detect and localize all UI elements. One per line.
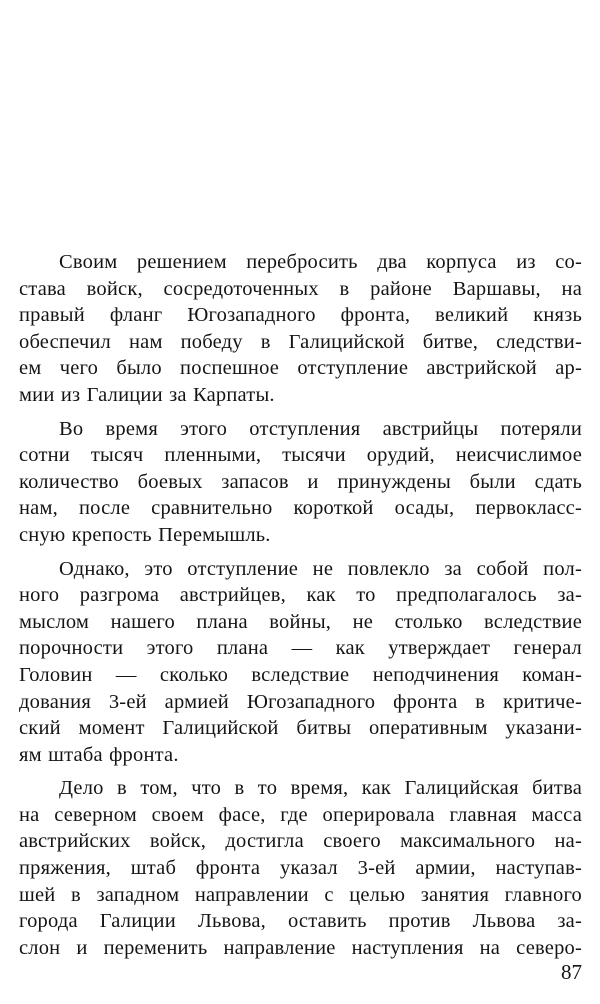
text-line: Головин — сколько вследствие неподчинения коман- bbox=[19, 663, 582, 686]
text-line: ский момент Галицийской битвы оперативным указани- bbox=[19, 717, 582, 740]
text-line: ям штаба фронта. bbox=[19, 743, 179, 766]
text-line: города Галиции Львова, оставить против Львова за- bbox=[19, 910, 582, 933]
text-line: правый фланг Югозападного фронта, великий князь bbox=[19, 304, 582, 327]
text-line: дования 3-ей армией Югозападного фронта в критиче- bbox=[19, 690, 582, 713]
text-line: Однако, это отступление не повлекло за собой пол- bbox=[59, 557, 582, 580]
text-line: шей в западном направлении с целью занятия главного bbox=[19, 883, 582, 906]
text-line: количество боевых запасов и принуждены были сдать bbox=[19, 470, 582, 493]
text-line: обеспечил нам победу в Галицийской битве, следстви- bbox=[19, 330, 582, 353]
paragraph-2 bbox=[19, 416, 582, 549]
paragraph-1 bbox=[19, 249, 582, 409]
text-line: на северном своем фасе, где оперировала главная масса bbox=[19, 803, 582, 826]
text-line: Дело в том, что в то время, как Галицийская битва bbox=[59, 777, 582, 800]
text-line: Во время этого отступления австрийцы потеряли bbox=[59, 417, 582, 440]
text-line: ного разгрома австрийцев, как то предполагалось за- bbox=[19, 584, 582, 607]
text-line: мыслом нашего плана войны, не столько вследствие bbox=[19, 610, 582, 633]
body-text bbox=[19, 249, 582, 961]
paragraph-4 bbox=[19, 775, 582, 961]
text-line: нам, после сравнительно короткой осады, первокласс- bbox=[19, 497, 582, 520]
text-line: порочности этого плана — как утверждает генерал bbox=[19, 637, 582, 660]
text-line: пряжения, штаб фронта указал 3-ей армии, наступав- bbox=[19, 857, 582, 880]
text-line: Своим решением перебросить два корпуса из со- bbox=[59, 251, 582, 273]
page-number: 87 bbox=[561, 960, 582, 984]
text-line: става войск, сосредоточенных в районе Варшавы, на bbox=[19, 277, 582, 300]
text-line: сную крепость Перемышль. bbox=[19, 523, 271, 546]
text-line: слон и переменить направление наступления на северо- bbox=[19, 936, 582, 959]
text-line: ем чего было поспешное отступление австрийской ар- bbox=[19, 357, 582, 380]
text-line: мии из Галиции за Карпаты. bbox=[19, 383, 275, 406]
text-line: австрийских войск, достигла своего максимального на- bbox=[19, 830, 582, 853]
text-line: сотни тысяч пленными, тысячи орудий, неисчислимое bbox=[19, 444, 582, 467]
paragraph-3 bbox=[19, 556, 582, 769]
